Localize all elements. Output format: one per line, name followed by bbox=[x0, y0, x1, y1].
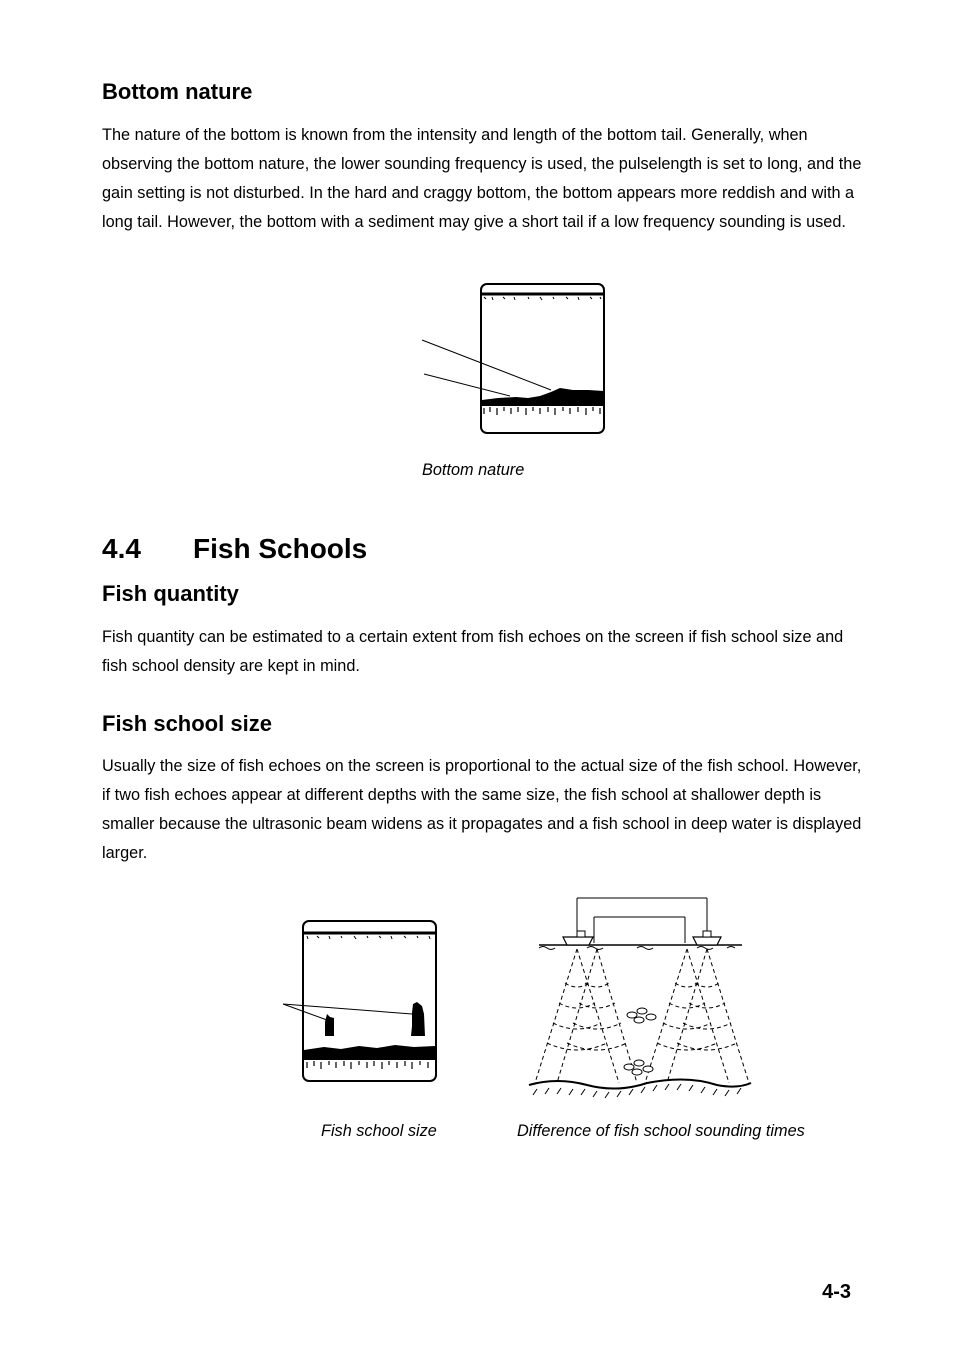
section-title-text: Fish Schools bbox=[193, 533, 368, 564]
fish-school-size-figure bbox=[279, 918, 441, 1086]
caption-sounding-times: Difference of fish school sounding times bbox=[517, 1122, 805, 1140]
paragraph-fish-school-size: Usually the size of fish echoes on the screen is proportional to the actual size of the fish school. However, if two fish echoes appear at different depths with the same size, the fish school at shallower depth is smaller because the ultrasonic beam widens as it propagates and a fish school in deep water is displayed larger. bbox=[102, 757, 862, 862]
heading-bottom-nature: Bottom nature bbox=[102, 79, 253, 104]
bottom-nature-figure bbox=[418, 280, 610, 438]
page-number: 4-3 bbox=[822, 1281, 851, 1303]
paragraph-bottom-nature: The nature of the bottom is known from the intensity and length of the bottom tail. Generally, when observing the bottom nature, the lower sounding frequency is used, the pulselength is set to long, and the gain setting is not disturbed. In the hard and craggy bottom, the bottom appears more reddish and with a long tail. However, the bottom with a sediment may give a short tail if a low frequency sounding is used. bbox=[102, 126, 862, 231]
heading-fish-quantity: Fish quantity bbox=[102, 581, 239, 606]
section-number: 4.4 bbox=[102, 533, 141, 564]
section-title bbox=[102, 533, 367, 565]
sounding-times-figure bbox=[527, 893, 752, 1103]
caption-fish-school-size: Fish school size bbox=[321, 1122, 437, 1140]
caption-bottom-nature: Bottom nature bbox=[422, 461, 525, 479]
paragraph-fish-quantity: Fish quantity can be estimated to a certain extent from fish echoes on the screen if fish school size and fish school density are kept in mind. bbox=[102, 628, 844, 675]
heading-fish-school-size: Fish school size bbox=[102, 711, 272, 736]
